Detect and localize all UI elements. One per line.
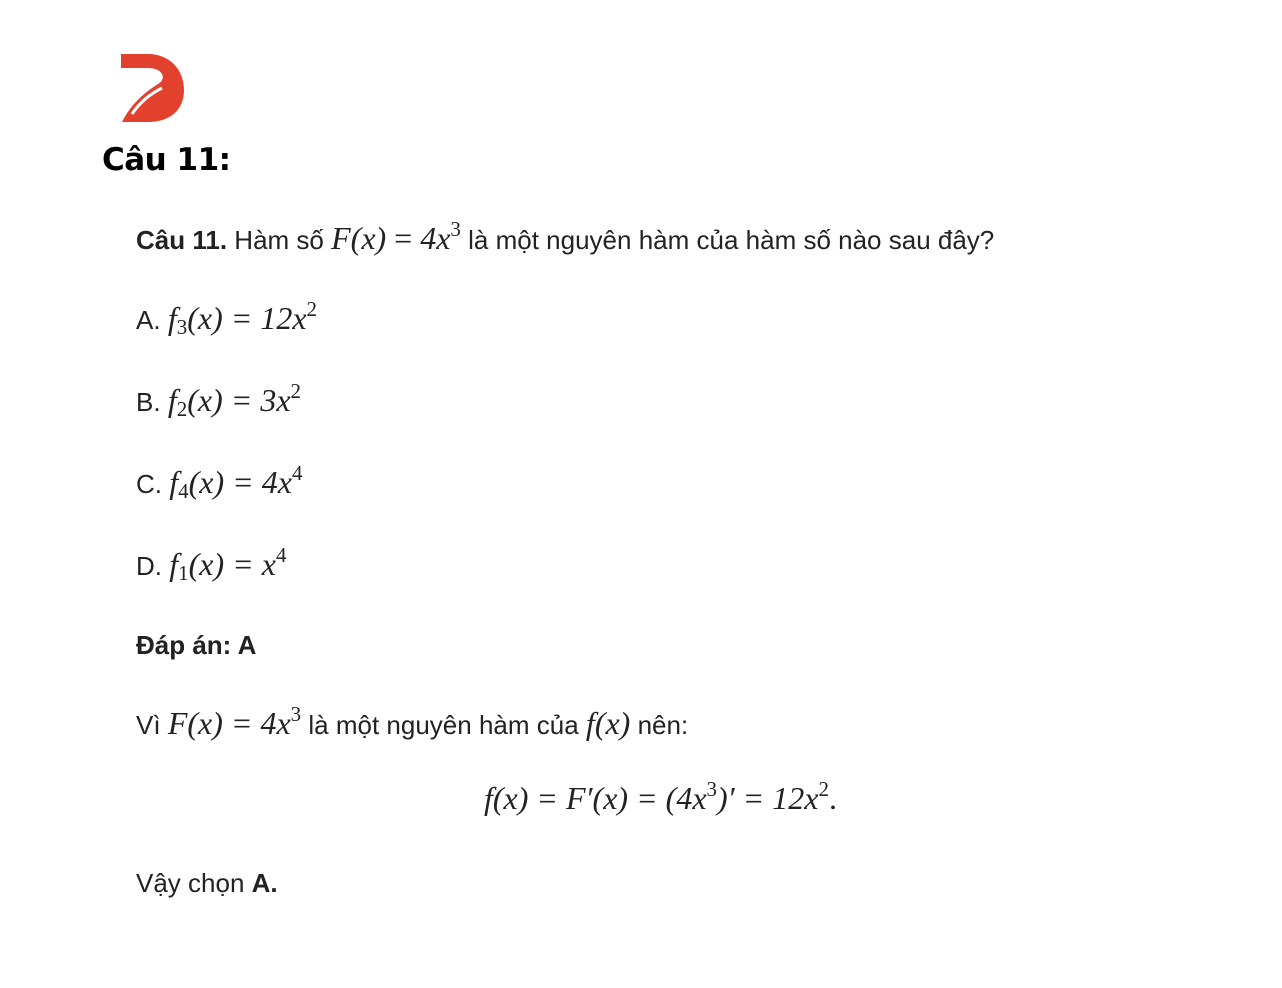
explanation-formula: $F(x) = 4x^3$ xyxy=(167,702,302,741)
option-formula: $f_4(x) = 4x^4$ xyxy=(169,461,303,503)
option-label: D. xyxy=(136,551,162,581)
option-label: C. xyxy=(136,469,162,499)
option-label: A. xyxy=(136,305,161,335)
option-label: B. xyxy=(136,387,161,417)
option-formula: $f_3(x) = 12x^2$ xyxy=(167,297,318,339)
display-formula: $f(x) = F'(x) = (4x^3)' = 12x^2$. xyxy=(484,777,837,816)
option-a xyxy=(136,297,318,339)
option-formula: $f_1(x) = x^4$ xyxy=(169,543,287,585)
brand-logo-icon xyxy=(118,52,184,124)
option-d xyxy=(136,543,287,585)
question-text-before: Hàm số xyxy=(234,225,324,255)
option-b xyxy=(136,379,302,421)
explanation-suffix: nên: xyxy=(637,710,689,740)
explanation-prefix: Vì xyxy=(136,710,161,740)
explanation-fx: f(x) xyxy=(585,705,631,741)
option-c xyxy=(136,461,303,503)
question-text xyxy=(136,217,995,257)
explanation-middle: là một nguyên hàm của xyxy=(308,710,579,740)
conclusion-label: Vậy chọn xyxy=(136,868,245,898)
answer-label: Đáp án: A xyxy=(136,630,257,660)
question-formula: $F(x) = 4x^3$ xyxy=(331,217,461,256)
question-label: Câu 11. xyxy=(136,225,228,255)
option-formula: $f_2(x) = 3x^2$ xyxy=(167,379,302,421)
explanation-text xyxy=(136,702,689,742)
question-heading: Câu 11: xyxy=(102,142,231,178)
conclusion-choice: A. xyxy=(251,868,278,898)
conclusion-text xyxy=(136,868,278,899)
question-text-after: là một nguyên hàm của hàm số nào sau đây? xyxy=(468,225,995,255)
